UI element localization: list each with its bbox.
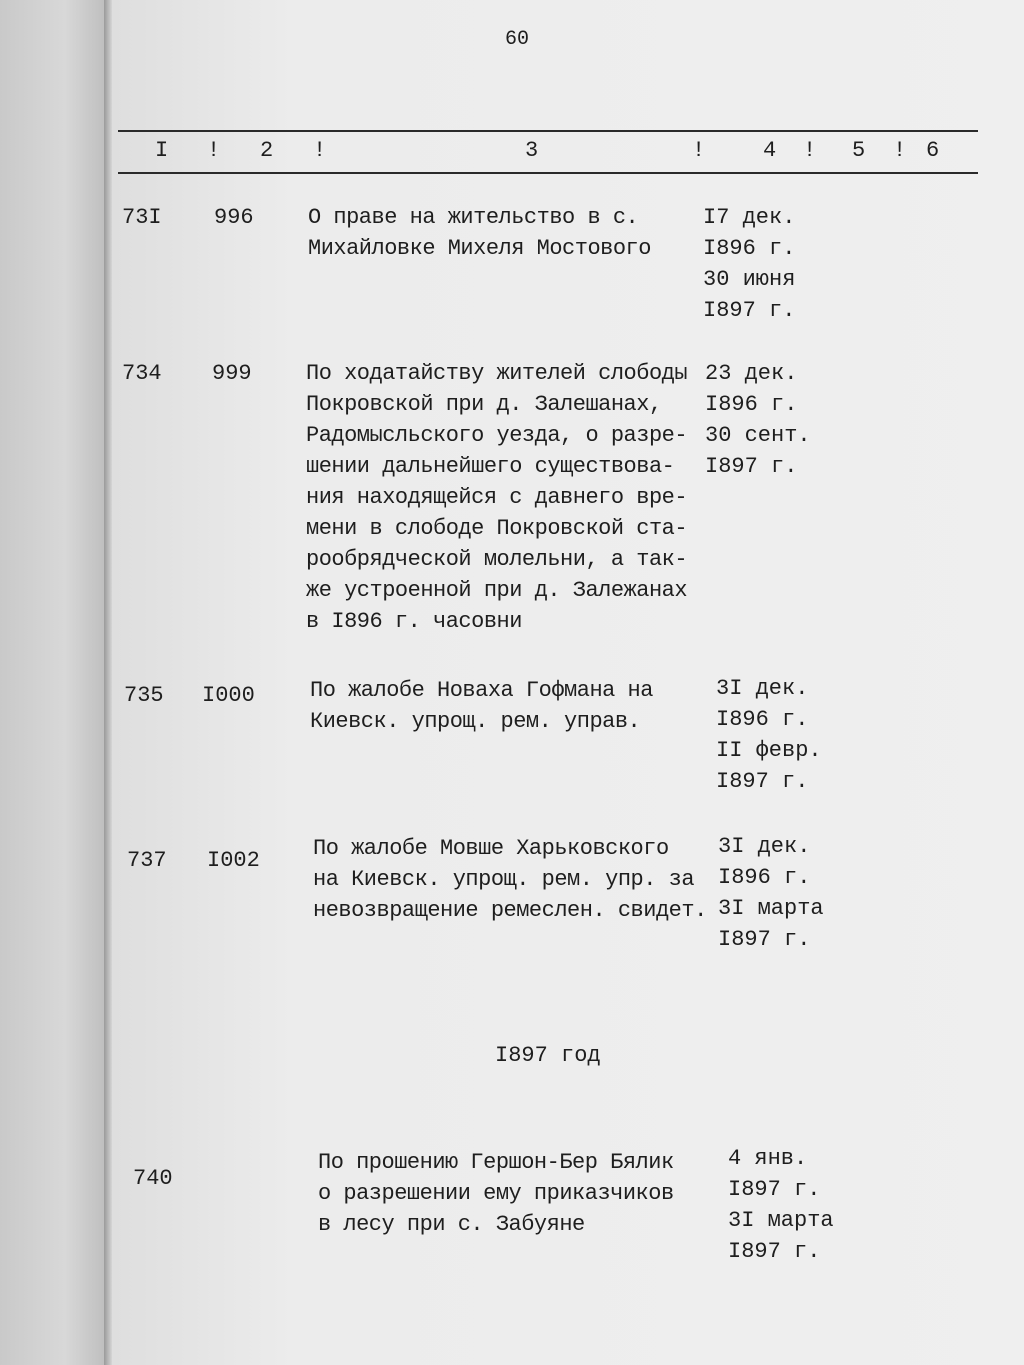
entry-number: 735 bbox=[124, 683, 164, 708]
date-line: I896 г. bbox=[703, 236, 796, 261]
date-line: I897 г. bbox=[716, 769, 809, 794]
entry-description bbox=[308, 202, 651, 264]
header-col-4: 4 bbox=[763, 138, 777, 163]
header-col-6: 6 bbox=[926, 138, 940, 163]
entry-number: 740 bbox=[133, 1166, 173, 1191]
date-line: I896 г. bbox=[718, 865, 811, 890]
entry-dates bbox=[703, 202, 795, 326]
header-separator: ! bbox=[893, 138, 907, 163]
header-top-rule bbox=[118, 130, 978, 132]
date-line: I897 г. bbox=[728, 1239, 821, 1264]
header-separator: ! bbox=[692, 138, 706, 163]
description-line: Покровской при д. Залешанах, bbox=[306, 392, 662, 417]
header-separator: ! bbox=[207, 138, 221, 163]
date-line: 30 сент. bbox=[705, 423, 811, 448]
entry-number: 734 bbox=[122, 361, 162, 386]
description-line: на Киевск. упрощ. рем. упр. за bbox=[313, 867, 695, 892]
date-line: I897 г. bbox=[728, 1177, 821, 1202]
date-line: I7 дек. bbox=[703, 205, 796, 230]
description-line: в I896 г. часовни bbox=[306, 609, 522, 634]
header-separator: ! bbox=[803, 138, 817, 163]
description-line: Михайловке Михеля Мостового bbox=[308, 236, 651, 261]
description-line: рообрядческой молельни, а так- bbox=[306, 547, 688, 572]
description-line: По ходатайству жителей слободы bbox=[306, 361, 688, 386]
header-col-5: 5 bbox=[852, 138, 866, 163]
header-bottom-rule bbox=[118, 172, 978, 174]
date-line: 3I дек. bbox=[718, 834, 811, 859]
header-col-2: 2 bbox=[260, 138, 274, 163]
description-line: о разрешении ему приказчиков bbox=[318, 1181, 674, 1206]
entry-number: 737 bbox=[127, 848, 167, 873]
description-line: невозвращение ремеслен. свидет. bbox=[313, 898, 707, 923]
header-col-1: I bbox=[155, 138, 169, 163]
entry-number: 73I bbox=[122, 205, 162, 230]
page-number: 60 bbox=[505, 28, 530, 51]
date-line: 30 июня bbox=[703, 267, 796, 292]
description-line: По жалобе Новаха Гофмана на bbox=[310, 678, 653, 703]
entry-description bbox=[313, 833, 707, 926]
entry-file-number: 999 bbox=[212, 361, 252, 386]
entry-description bbox=[310, 675, 653, 737]
entry-dates bbox=[728, 1143, 834, 1267]
description-line: По жалобе Мовше Харьковского bbox=[313, 836, 669, 861]
date-line: 3I дек. bbox=[716, 676, 809, 701]
entry-dates bbox=[705, 358, 811, 482]
date-line: I897 г. bbox=[705, 454, 798, 479]
entry-file-number: 996 bbox=[214, 205, 254, 230]
description-line: О праве на жительство в с. bbox=[308, 205, 639, 230]
date-line: I897 г. bbox=[703, 298, 796, 323]
entry-file-number: I002 bbox=[207, 848, 260, 873]
date-line: II февр. bbox=[716, 738, 822, 763]
description-line: Киевск. упрощ. рем. управ. bbox=[310, 709, 641, 734]
section-year-heading: I897 год bbox=[495, 1043, 601, 1068]
date-line: I897 г. bbox=[718, 927, 811, 952]
book-spine bbox=[104, 0, 112, 1365]
entry-dates bbox=[718, 831, 824, 955]
entry-file-number: I000 bbox=[202, 683, 255, 708]
description-line: ния находящейся с давнего вре- bbox=[306, 485, 688, 510]
entry-description bbox=[306, 358, 687, 637]
description-line: в лесу при с. Забуяне bbox=[318, 1212, 585, 1237]
description-line: Радомысльского уезда, о разре- bbox=[306, 423, 688, 448]
entry-dates bbox=[716, 673, 822, 797]
header-separator: ! bbox=[313, 138, 327, 163]
date-line: 23 дек. bbox=[705, 361, 798, 386]
date-line: 4 янв. bbox=[728, 1146, 808, 1171]
date-line: I896 г. bbox=[705, 392, 798, 417]
description-line: же устроенной при д. Залежанах bbox=[306, 578, 688, 603]
date-line: I896 г. bbox=[716, 707, 809, 732]
description-line: шении дальнейшего существова- bbox=[306, 454, 675, 479]
header-col-3: 3 bbox=[525, 138, 539, 163]
entry-description bbox=[318, 1147, 674, 1240]
left-page-edge bbox=[0, 0, 108, 1365]
date-line: 3I марта bbox=[728, 1208, 834, 1233]
description-line: По прошению Гершон-Бер Бялик bbox=[318, 1150, 674, 1175]
description-line: мени в слободе Покровской ста- bbox=[306, 516, 688, 541]
date-line: 3I марта bbox=[718, 896, 824, 921]
